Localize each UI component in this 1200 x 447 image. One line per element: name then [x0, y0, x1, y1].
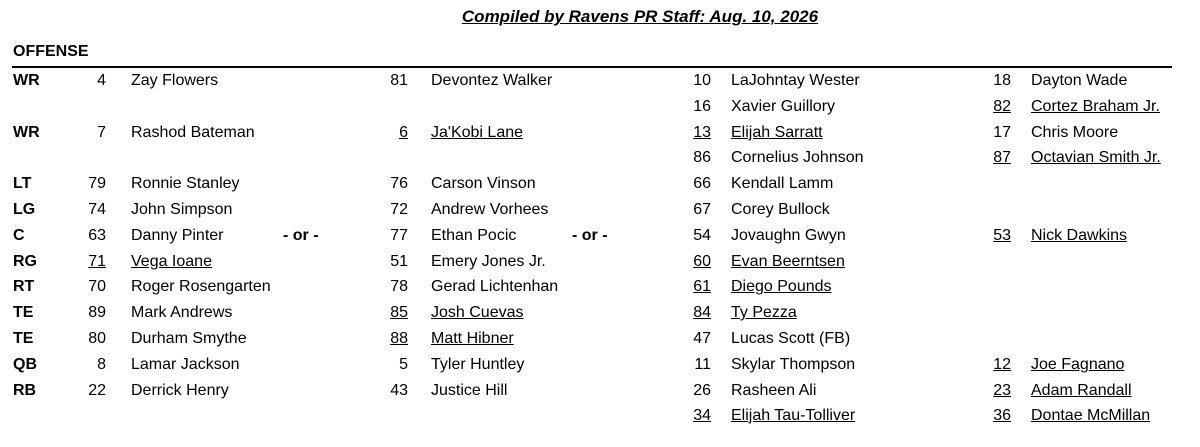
jersey-number: 47: [693, 330, 711, 347]
position-label: LG: [13, 201, 36, 218]
jersey-number: 89: [88, 304, 106, 321]
position-label: RB: [13, 382, 37, 399]
or-separator: - or -: [283, 227, 319, 244]
jersey-number: 34: [693, 407, 711, 424]
player-name: Dayton Wade: [1031, 72, 1128, 89]
jersey-number: 85: [390, 304, 408, 321]
player-name: Vega Ioane: [131, 253, 212, 270]
player-name: Matt Hibner: [431, 330, 514, 347]
player-name: Carson Vinson: [431, 175, 536, 192]
jersey-number: 36: [993, 407, 1011, 424]
player-name: Danny Pinter: [131, 227, 224, 244]
jersey-number: 16: [693, 98, 711, 115]
player-name: Rashod Bateman: [131, 124, 255, 141]
page-title: Compiled by Ravens PR Staff: Aug. 10, 2026: [461, 7, 819, 26]
jersey-number: 8: [97, 356, 106, 373]
position-label: QB: [13, 356, 37, 373]
jersey-number: 7: [97, 124, 106, 141]
jersey-number: 82: [993, 98, 1011, 115]
jersey-number: 77: [390, 227, 408, 244]
jersey-number: 71: [88, 253, 106, 270]
player-name: Ronnie Stanley: [131, 175, 240, 192]
jersey-number: 13: [693, 124, 711, 141]
player-name: Corey Bullock: [731, 201, 830, 218]
player-name: Gerad Lichtenhan: [431, 278, 559, 295]
player-name: LaJohntay Wester: [731, 72, 860, 89]
player-name: Joe Fagnano: [1031, 356, 1125, 373]
player-name: Rasheen Ali: [731, 382, 817, 399]
player-name: Andrew Vorhees: [431, 201, 549, 218]
player-name: Jovaughn Gwyn: [731, 227, 846, 244]
player-name: Diego Pounds: [731, 278, 832, 295]
jersey-number: 88: [390, 330, 408, 347]
player-name: Skylar Thompson: [731, 356, 856, 373]
player-name: Ty Pezza: [731, 304, 797, 321]
position-label: LT: [13, 175, 32, 192]
jersey-number: 61: [693, 278, 711, 295]
player-name: Dontae McMillan: [1031, 407, 1151, 424]
jersey-number: 17: [993, 124, 1011, 141]
player-name: Ethan Pocic: [431, 227, 517, 244]
player-name: Xavier Guillory: [731, 98, 836, 115]
player-name: Josh Cuevas: [431, 304, 524, 321]
player-name: Nick Dawkins: [1031, 227, 1128, 244]
jersey-number: 86: [693, 149, 711, 166]
player-name: Derrick Henry: [131, 382, 229, 399]
player-name: Evan Beerntsen: [731, 253, 845, 270]
jersey-number: 79: [88, 175, 106, 192]
jersey-number: 76: [390, 175, 408, 192]
jersey-number: 4: [97, 72, 106, 89]
jersey-number: 60: [693, 253, 711, 270]
jersey-number: 84: [693, 304, 711, 321]
jersey-number: 43: [390, 382, 408, 399]
player-name: Lamar Jackson: [131, 356, 240, 373]
player-name: Octavian Smith Jr.: [1031, 149, 1161, 166]
player-name: Devontez Walker: [431, 72, 553, 89]
jersey-number: 81: [390, 72, 408, 89]
player-name: Adam Randall: [1031, 382, 1132, 399]
position-label: WR: [13, 72, 40, 89]
player-name: Cornelius Johnson: [731, 149, 864, 166]
jersey-number: 26: [693, 382, 711, 399]
jersey-number: 67: [693, 201, 711, 218]
position-label: WR: [13, 124, 40, 141]
player-name: Cortez Braham Jr.: [1031, 98, 1160, 115]
player-name: Lucas Scott (FB): [731, 330, 851, 347]
player-name: Kendall Lamm: [731, 175, 834, 192]
jersey-number: 10: [693, 72, 711, 89]
player-name: Mark Andrews: [131, 304, 233, 321]
jersey-number: 87: [993, 149, 1011, 166]
position-label: RG: [13, 253, 37, 270]
jersey-number: 23: [993, 382, 1011, 399]
or-separator: - or -: [572, 227, 608, 244]
jersey-number: 5: [399, 356, 408, 373]
jersey-number: 72: [390, 201, 408, 218]
player-name: Durham Smythe: [131, 330, 247, 347]
jersey-number: 54: [693, 227, 711, 244]
jersey-number: 18: [993, 72, 1011, 89]
position-label: RT: [13, 278, 35, 295]
jersey-number: 12: [993, 356, 1011, 373]
player-name: Zay Flowers: [131, 72, 219, 89]
position-label: TE: [13, 330, 34, 347]
jersey-number: 66: [693, 175, 711, 192]
player-name: Justice Hill: [431, 382, 508, 399]
position-label: TE: [13, 304, 34, 321]
player-name: Ja'Kobi Lane: [431, 124, 524, 141]
player-name: Emery Jones Jr.: [431, 253, 546, 270]
player-name: Roger Rosengarten: [131, 278, 271, 295]
player-name: Chris Moore: [1031, 124, 1119, 141]
jersey-number: 53: [993, 227, 1011, 244]
jersey-number: 63: [88, 227, 106, 244]
jersey-number: 6: [399, 124, 408, 141]
jersey-number: 74: [88, 201, 106, 218]
position-label: C: [13, 227, 25, 244]
jersey-number: 78: [390, 278, 408, 295]
player-name: Elijah Tau-Tolliver: [731, 407, 856, 424]
player-name: Tyler Huntley: [431, 356, 525, 373]
jersey-number: 51: [390, 253, 408, 270]
section-heading-offense: OFFENSE: [13, 43, 89, 60]
jersey-number: 22: [88, 382, 106, 399]
jersey-number: 70: [88, 278, 106, 295]
jersey-number: 11: [694, 356, 711, 373]
player-name: Elijah Sarratt: [731, 124, 823, 141]
player-name: John Simpson: [131, 201, 233, 218]
jersey-number: 80: [88, 330, 106, 347]
